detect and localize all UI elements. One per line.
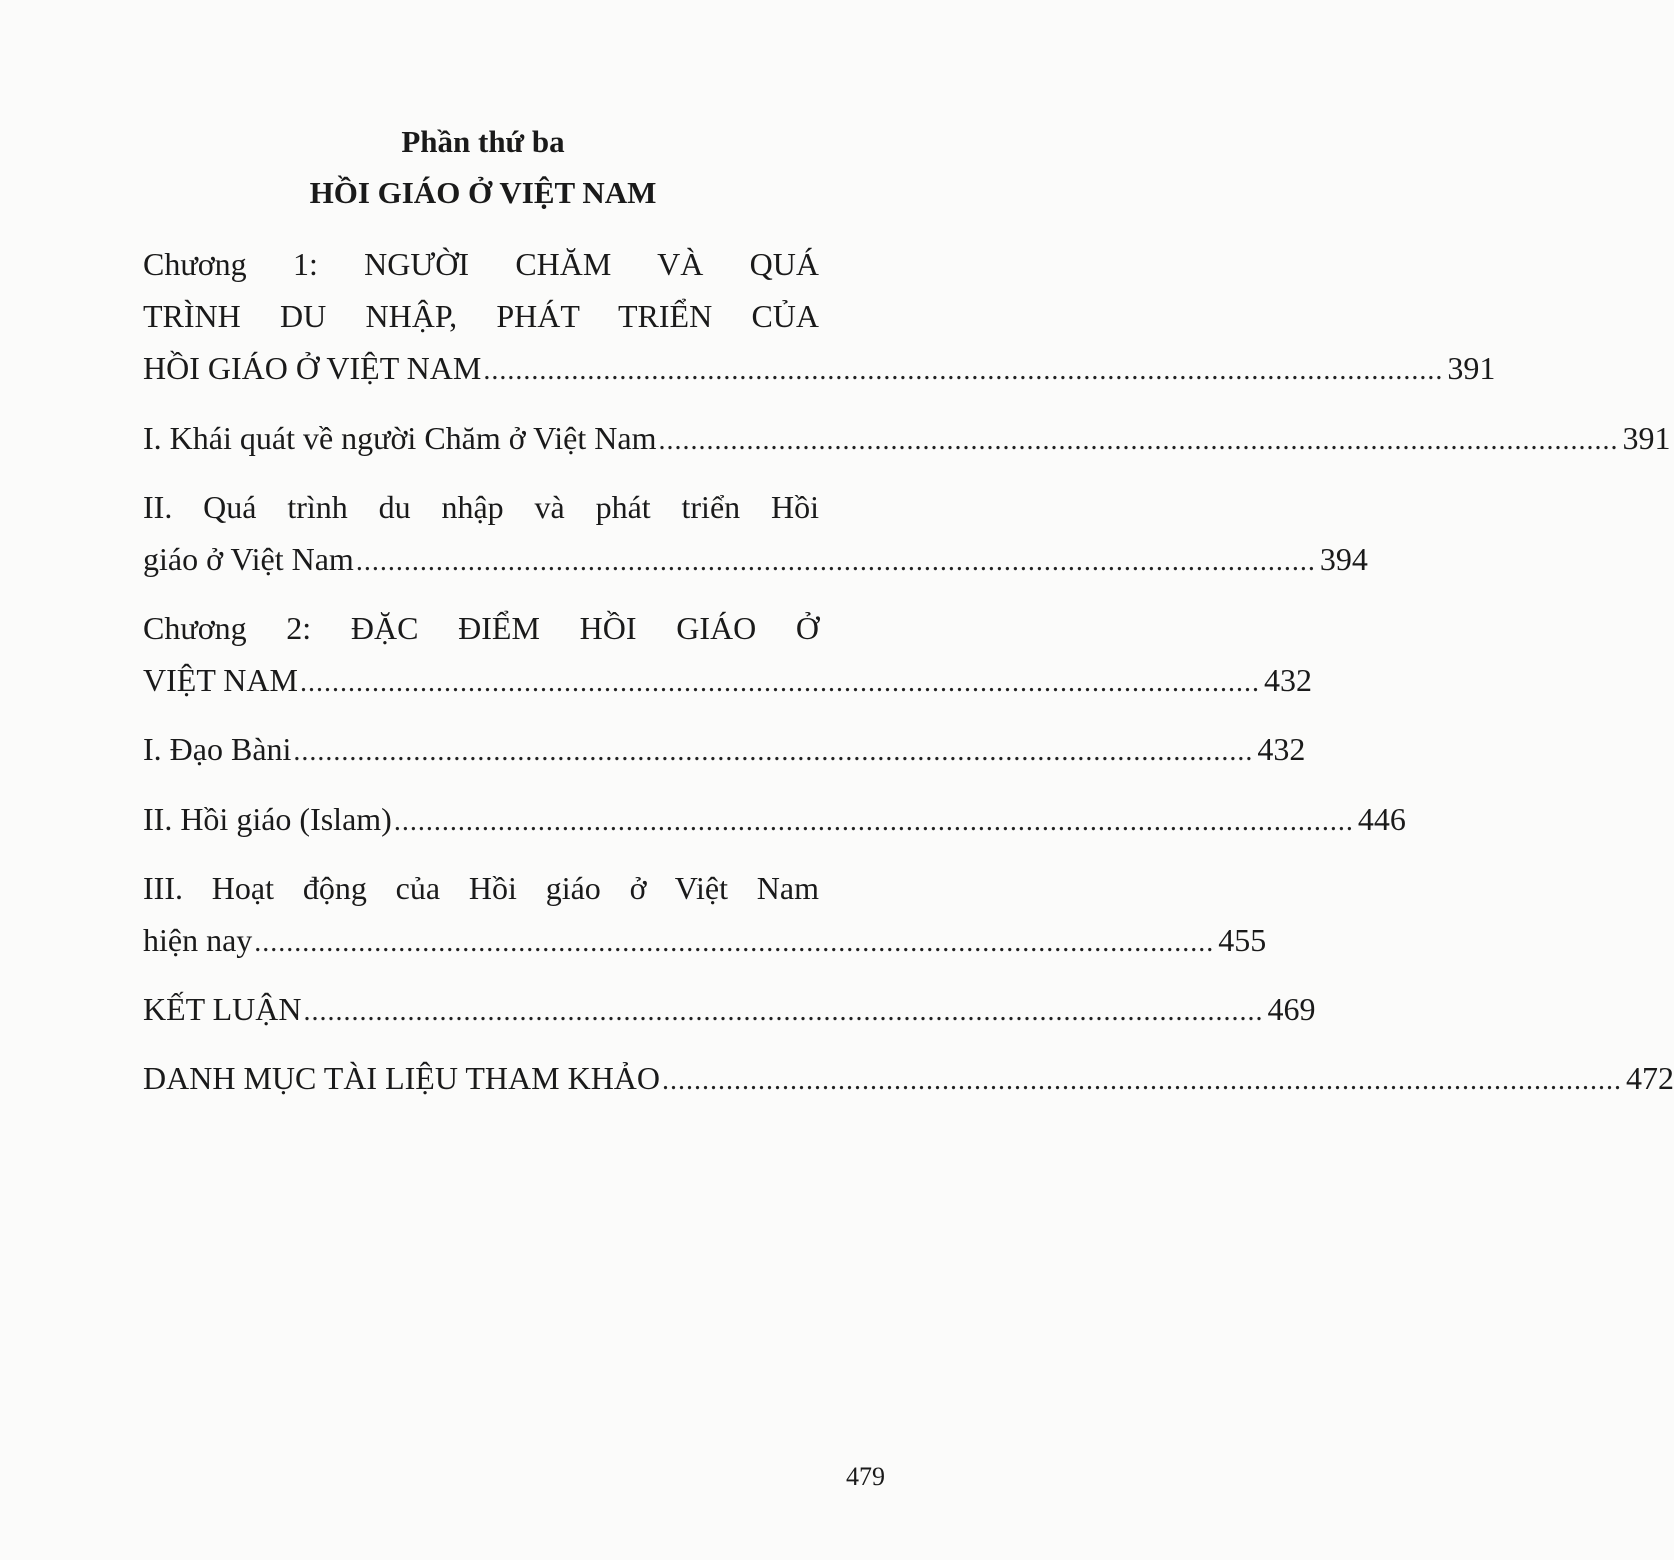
part-label: Phần thứ ba — [401, 124, 565, 159]
toc-entry-references[interactable] — [143, 1052, 1674, 1104]
toc-entry-chapter-2[interactable] — [143, 602, 1312, 706]
dot-leader: ........................................................................................................................ — [658, 425, 1619, 456]
toc-entry-text: Chương 2: ĐẶC ĐIỂM HỒI GIÁO Ở — [143, 610, 819, 646]
toc-page-number: 391 — [1622, 420, 1671, 456]
dot-leader: ........................................................................................................................ — [303, 996, 1264, 1027]
toc-entry-text: II. Quá trình du nhập và phát triển Hồi — [143, 489, 819, 525]
toc-entry-text: I. Khái quát về người Chăm ở Việt Nam — [143, 420, 657, 456]
dot-leader: ........................................................................................................................ — [254, 927, 1215, 958]
toc-entry-text: hiện nay — [143, 922, 253, 958]
toc-page-number: 469 — [1267, 991, 1316, 1027]
dot-leader: ........................................................................................................................ — [662, 1065, 1623, 1096]
toc-entry-conclusion[interactable] — [143, 983, 1316, 1035]
toc-page-number: 472 — [1626, 1060, 1674, 1096]
toc-entry-section[interactable] — [143, 862, 1267, 966]
toc-entry-section[interactable] — [143, 481, 1368, 585]
toc-page-number: 432 — [1257, 731, 1306, 767]
toc-entry-section[interactable] — [143, 793, 1406, 845]
dot-leader: ........................................................................................................................ — [355, 546, 1316, 577]
dot-leader: ........................................................................................................................ — [293, 736, 1254, 767]
toc-page-number: 455 — [1218, 922, 1267, 958]
toc-page-number: 394 — [1319, 541, 1368, 577]
toc-entry-text: KẾT LUẬN — [143, 991, 302, 1027]
toc-entry-text: I. Đạo Bàni — [143, 731, 292, 767]
toc-entry-text: VIỆT NAM — [143, 662, 298, 698]
toc-entry-text: DANH MỤC TÀI LIỆU THAM KHẢO — [143, 1060, 661, 1096]
dot-leader: ........................................................................................................................ — [483, 355, 1444, 386]
toc-entry-chapter-1[interactable] — [143, 238, 1496, 394]
toc-entry-text: Chương 1: NGƯỜI CHĂM VÀ QUÁ — [143, 246, 819, 282]
toc-entry-text: II. Hồi giáo (Islam) — [143, 801, 392, 837]
dot-leader: ........................................................................................................................ — [299, 667, 1260, 698]
toc-page-number: 391 — [1447, 350, 1496, 386]
part-title: HỒI GIÁO Ở VIỆT NAM — [309, 175, 657, 210]
page-number: 479 — [846, 1462, 885, 1491]
toc-entry-section[interactable] — [143, 723, 1306, 775]
toc-entry-section[interactable] — [143, 412, 1671, 464]
toc-entry-text: giáo ở Việt Nam — [143, 541, 354, 577]
dot-leader: ........................................................................................................................ — [393, 806, 1354, 837]
toc-entry-text: TRÌNH DU NHẬP, PHÁT TRIỂN CỦA — [143, 298, 819, 334]
toc-page-number: 446 — [1357, 801, 1406, 837]
toc-page-number: 432 — [1263, 662, 1312, 698]
toc-entry-text: HỒI GIÁO Ở VIỆT NAM — [143, 350, 482, 386]
toc-entry-text: III. Hoạt động của Hồi giáo ở Việt Nam — [143, 870, 819, 906]
